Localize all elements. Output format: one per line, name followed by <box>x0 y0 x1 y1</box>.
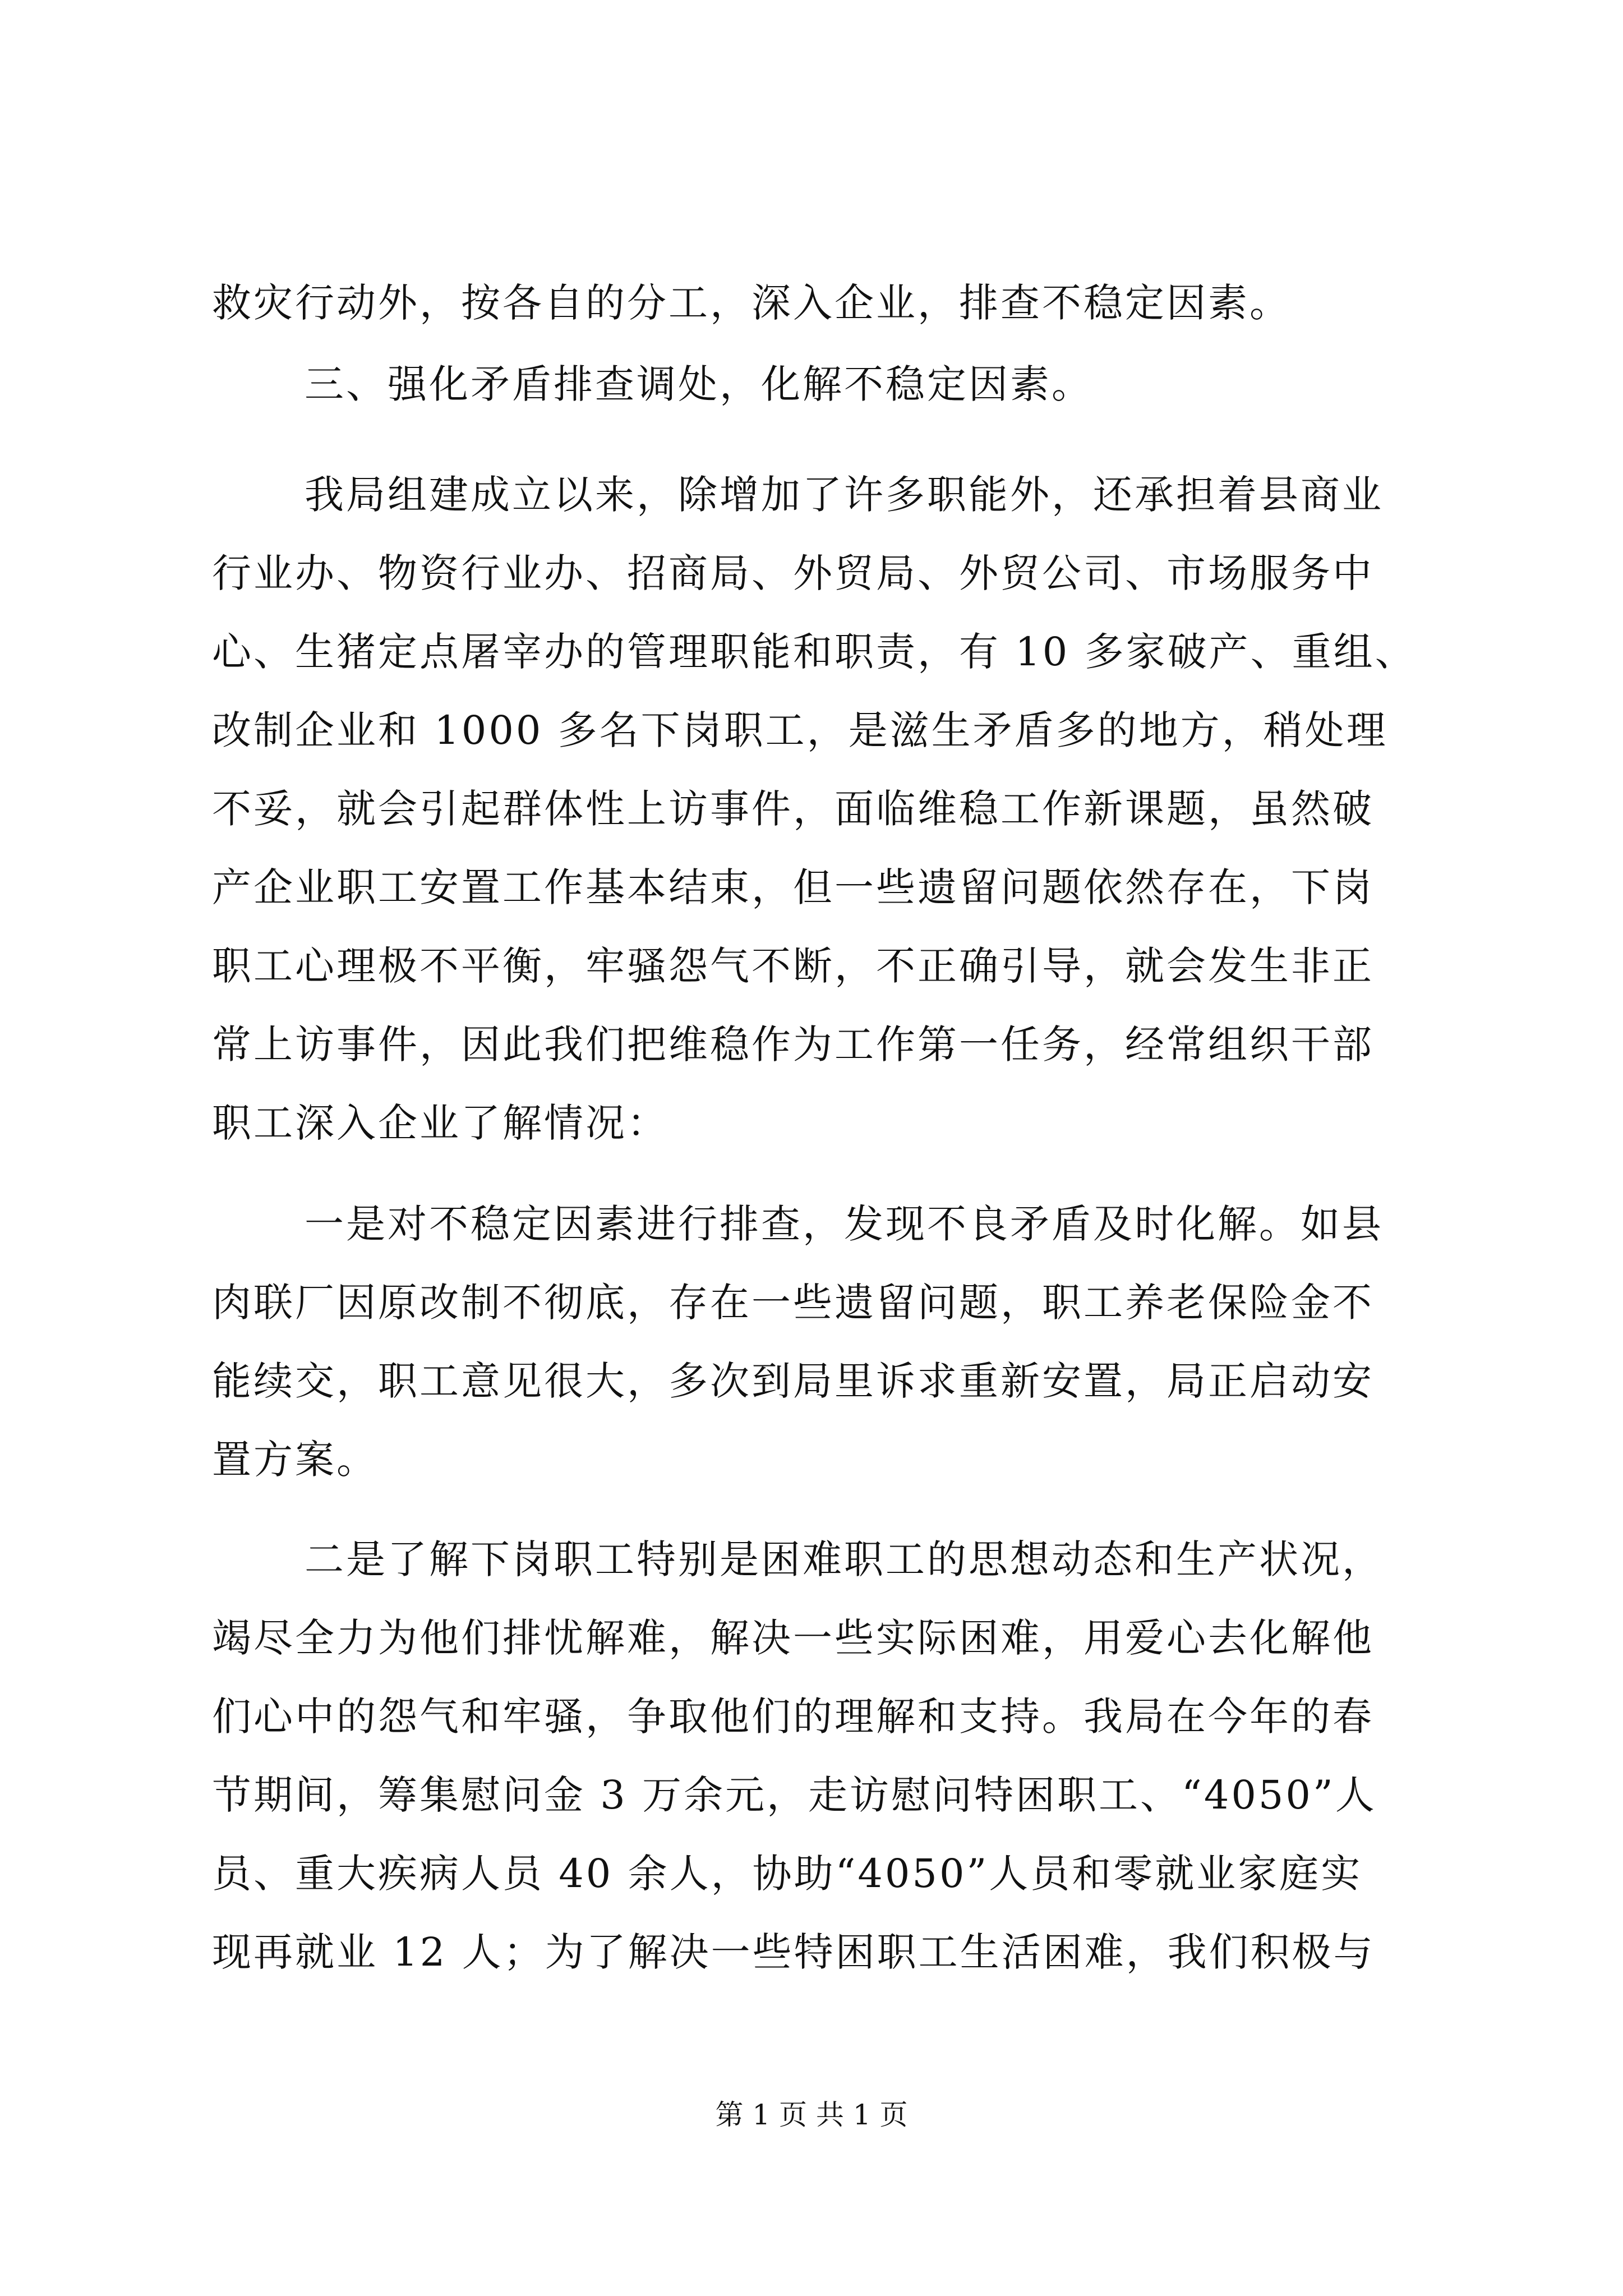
text-line: 常上访事件，因此我们把维稳作为工作第一任务，经常组织干部 <box>212 1022 1374 1068</box>
text-line: 我局组建成立以来，除增加了许多职能外，还承担着县商业 <box>305 472 1384 518</box>
text-line: 职工深入企业了解情况： <box>212 1100 668 1146</box>
text-line: 节期间，筹集慰问金 3 万余元，走访慰问特困职工、“4050”人 <box>212 1772 1377 1818</box>
text-line: 能续交，职工意见很大，多次到局里诉求重新安置，局正启动安 <box>212 1358 1374 1404</box>
text-line: 救灾行动外，按各自的分工，深入企业，排查不稳定因素。 <box>212 280 1291 326</box>
text-line: 二是了解下岗职工特别是困难职工的思想动态和生产状况， <box>305 1536 1384 1582</box>
text-line: 心、生猪定点屠宰办的管理职能和职责，有 10 多家破产、重组、 <box>212 629 1417 675</box>
section-heading: 三、强化矛盾排查调处，化解不稳定因素。 <box>305 361 1093 407</box>
page-footer: 第 1 页 共 1 页 <box>715 2099 908 2131</box>
text-line: 不妥，就会引起群体性上访事件，面临维稳工作新课题，虽然破 <box>212 786 1374 832</box>
text-line: 一是对不稳定因素进行排查，发现不良矛盾及时化解。如县 <box>305 1201 1384 1247</box>
text-line: 职工心理极不平衡，牢骚怨气不断，不正确引导，就会发生非正 <box>212 943 1374 989</box>
text-line: 置方案。 <box>212 1437 378 1483</box>
text-line: 们心中的怨气和牢骚，争取他们的理解和支持。我局在今年的春 <box>212 1694 1374 1740</box>
text-line: 现再就业 12 人；为了解决一些特困职工生活困难，我们积极与 <box>212 1929 1375 1975</box>
text-line: 产企业职工安置工作基本结束，但一些遗留问题依然存在，下岗 <box>212 864 1374 910</box>
text-line: 员、重大疾病人员 40 余人，协助“4050”人员和零就业家庭实 <box>212 1851 1363 1897</box>
text-line: 竭尽全力为他们排忧解难，解决一些实际困难，用爱心去化解他 <box>212 1615 1374 1661</box>
text-line: 肉联厂因原改制不彻底，存在一些遗留问题，职工养老保险金不 <box>212 1280 1374 1326</box>
text-line: 改制企业和 1000 多名下岗职工，是滋生矛盾多的地方，稍处理 <box>212 707 1388 753</box>
text-line: 行业办、物资行业办、招商局、外贸局、外贸公司、市场服务中 <box>212 550 1374 596</box>
